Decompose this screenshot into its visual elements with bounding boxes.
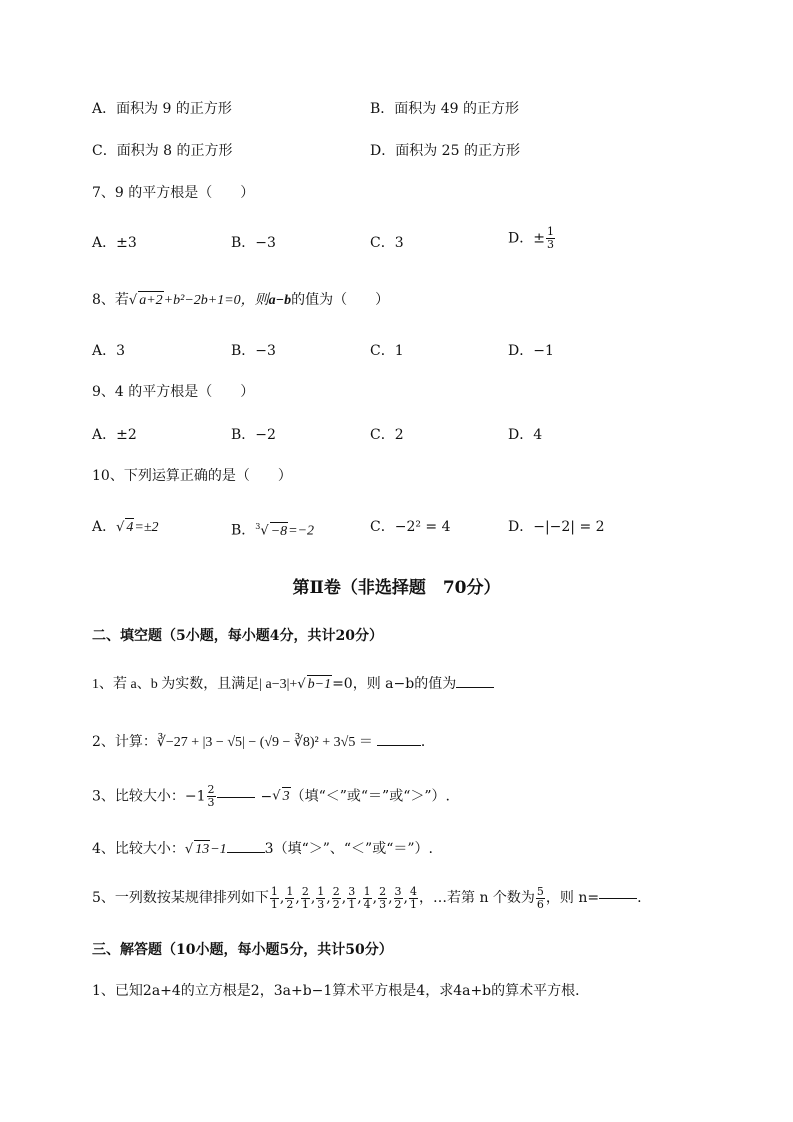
fill-q3-prefix: 3、比较大小：−1 (92, 788, 206, 805)
fill-q5-mid: ，…若第 n 个数为 (419, 890, 535, 906)
sequence-numerator: 1 (363, 884, 371, 898)
q10-option-a: A．√ 4=±2 (92, 519, 159, 535)
q9-option-a: A．±2 (92, 427, 137, 443)
fill-q3-fraction (207, 784, 216, 809)
q8-prefix: 8、若 (92, 292, 129, 308)
solve-q1: 1、已知2a+4的立方根是2，3a+b−1算术平方根是4，求4a+b的算术平方根． (92, 983, 590, 999)
q9-option-d: D．4 (508, 427, 543, 443)
fill-q1-radicand: b−1 (307, 677, 332, 692)
sequence-denominator: 1 (301, 897, 309, 911)
fill-q3-radicand: 3 (282, 789, 290, 804)
q7-stem: 7、9 的平方根是（ ） (92, 185, 255, 201)
sequence-fraction (394, 886, 403, 911)
q8-option-a: A．3 (92, 343, 126, 359)
sequence-numerator: 3 (394, 884, 402, 898)
fill-q5-target-denominator: 6 (536, 897, 544, 911)
fill-q2 (92, 733, 435, 752)
fill-q5-blank[interactable] (599, 897, 637, 899)
sequence-separator: , (403, 890, 408, 906)
sequence-numerator: 1 (270, 884, 278, 898)
q10-b-radicand: −8 (270, 523, 288, 539)
fill-q5-sequence (269, 884, 419, 911)
fill-q3-suffix: （填“＜”或“＝”或“＞”）. (290, 788, 450, 805)
fill-q1-prefix: 1、若 a、b 为实数，且满足| a−3|+ (92, 677, 298, 692)
fill-q2-expression: ∛−27 + |3 − √5| − (√9 − ∛8)² + 3√5 ＝ (156, 735, 373, 750)
section3-header: 三、解答题（10小题，每小题5分，共计50分） (92, 942, 393, 958)
q8-stem: 8、若√ a+2+b²−2b+1=0，则a−b的值为（ ） (92, 292, 390, 308)
fill-q4-radicand: 13 (195, 842, 210, 857)
q7-option-d-prefix: D．± (508, 230, 545, 247)
sequence-denominator: 2 (332, 897, 340, 911)
sequence-fraction (347, 886, 356, 911)
sequence-separator: , (310, 890, 316, 906)
q10-b-index: 3 (255, 522, 261, 531)
q10-option-c: C．−2² = 4 (370, 519, 451, 535)
sequence-fraction (409, 886, 418, 911)
fill-q5-after: ，则 n= (545, 890, 600, 906)
q9-stem: 9、4 的平方根是（ ） (92, 384, 255, 400)
sequence-fraction (363, 886, 372, 911)
sequence-numerator: 2 (379, 884, 387, 898)
sequence-separator: , (279, 890, 285, 906)
q8-option-c: C．1 (370, 343, 404, 359)
fill-q5-target-numerator: 5 (536, 884, 544, 898)
fill-q2-blank[interactable] (377, 744, 421, 746)
sequence-denominator: 2 (394, 897, 402, 911)
q7-option-c: C．3 (370, 235, 404, 251)
sequence-fraction (285, 886, 294, 911)
sequence-numerator: 2 (332, 884, 340, 898)
sequence-numerator: 1 (286, 884, 294, 898)
fill-q3: 3、比较大小：−1 $\frac{2}{3}$ −√ 3（填“＜”或“＝”或“＞”）. (92, 783, 450, 809)
q9-option-c: C．2 (370, 427, 404, 443)
q6-option-b: B．面积为 49 的正方形 (370, 101, 520, 117)
q8-suffix: 的值为（ ） (291, 292, 390, 308)
q8-option-d: D．−1 (508, 343, 554, 359)
sequence-separator: , (357, 890, 362, 906)
sequence-denominator: 2 (286, 897, 294, 911)
fill-q4-blank[interactable] (227, 851, 265, 853)
q10-a-radicand: 4 (126, 520, 134, 535)
sequence-numerator: 3 (348, 884, 356, 898)
q7-option-b: B．−3 (231, 235, 276, 251)
q8-option-b: B．−3 (231, 343, 276, 359)
fill-q3-minus: − (260, 788, 273, 805)
sequence-denominator: 4 (363, 897, 371, 911)
sequence-separator: , (326, 890, 331, 906)
q10-option-b: B．$^3$√ −8=−2 (231, 522, 315, 539)
sequence-numerator: 1 (317, 884, 325, 898)
q10-option-d: D．−|−2| = 2 (508, 519, 605, 535)
sequence-denominator: 1 (348, 897, 356, 911)
sequence-fraction (316, 886, 325, 911)
q7-option-d-fraction (546, 226, 555, 251)
sequence-separator: , (388, 890, 393, 906)
fill-q2-end: ． (420, 734, 435, 750)
sequence-fraction (270, 886, 279, 911)
sequence-fraction (332, 886, 341, 911)
fill-q5 (92, 882, 642, 914)
q7-d-denominator: 3 (546, 238, 554, 251)
q10-a-prefix: A． (92, 519, 117, 535)
fill-q4-minus-one: −1 (210, 842, 227, 857)
sequence-denominator: 3 (379, 897, 387, 911)
q10-a-rest: =±2 (134, 520, 159, 535)
q9-option-b: B．−2 (231, 427, 276, 443)
q7-d-numerator: 1 (546, 225, 554, 238)
sequence-fraction (301, 886, 310, 911)
sequence-fraction (378, 886, 387, 911)
sequence-separator: , (295, 890, 300, 906)
q10-b-prefix: B． (231, 522, 256, 539)
fill-q3-numerator: 2 (207, 783, 215, 796)
part2-title: 第Ⅱ卷（非选择题 70分） (292, 578, 501, 598)
q6-option-d: D．面积为 25 的正方形 (370, 143, 520, 159)
fill-q4-prefix: 4、比较大小： (92, 841, 185, 857)
sequence-denominator: 1 (270, 897, 278, 911)
fill-q3-blank[interactable] (217, 796, 255, 798)
fill-q5-target-fraction (536, 886, 545, 911)
fill-q2-prefix: 2、计算： (92, 734, 157, 750)
q8-equation: +b²−2b+1=0，则 (163, 293, 269, 308)
q10-b-rest: =−2 (288, 523, 315, 539)
fill-q4-after: 3（填“＞”、“＜”或“＝”）. (264, 841, 433, 857)
q7-option-d (508, 226, 556, 251)
q10-stem: 10、下列运算正确的是（ ） (92, 468, 292, 484)
sequence-numerator: 2 (301, 884, 309, 898)
section2-header: 二、填空题（5小题，每小题4分，共计20分） (92, 628, 383, 644)
fill-q3-denominator: 3 (207, 796, 215, 809)
q8-expression: a−b (268, 293, 292, 308)
sequence-denominator: 3 (317, 897, 325, 911)
q7-option-a: A．±3 (92, 235, 137, 251)
fill-q4: 4、比较大小：√ 13−1 3（填“＞”、“＜”或“＝”）. (92, 841, 433, 857)
sequence-numerator: 4 (410, 884, 417, 898)
sequence-separator: , (341, 890, 347, 906)
fill-q5-prefix: 5、一列数按某规律排列如下 (92, 890, 269, 906)
q6-option-a: A．面积为 9 的正方形 (92, 101, 232, 117)
fill-q5-end: . (637, 890, 642, 906)
q6-option-c: C．面积为 8 的正方形 (92, 143, 233, 159)
q8-radicand: a+2 (139, 293, 163, 308)
fill-q1-blank[interactable] (456, 686, 494, 688)
fill-q1: 1、若 a、b 为实数，且满足| a−3|+√ b−1=0，则 a−b的值为 (92, 675, 494, 694)
fill-q1-rest: =0，则 a−b的值为 (332, 676, 457, 692)
sequence-separator: , (372, 890, 378, 906)
sequence-denominator: 1 (410, 897, 417, 911)
